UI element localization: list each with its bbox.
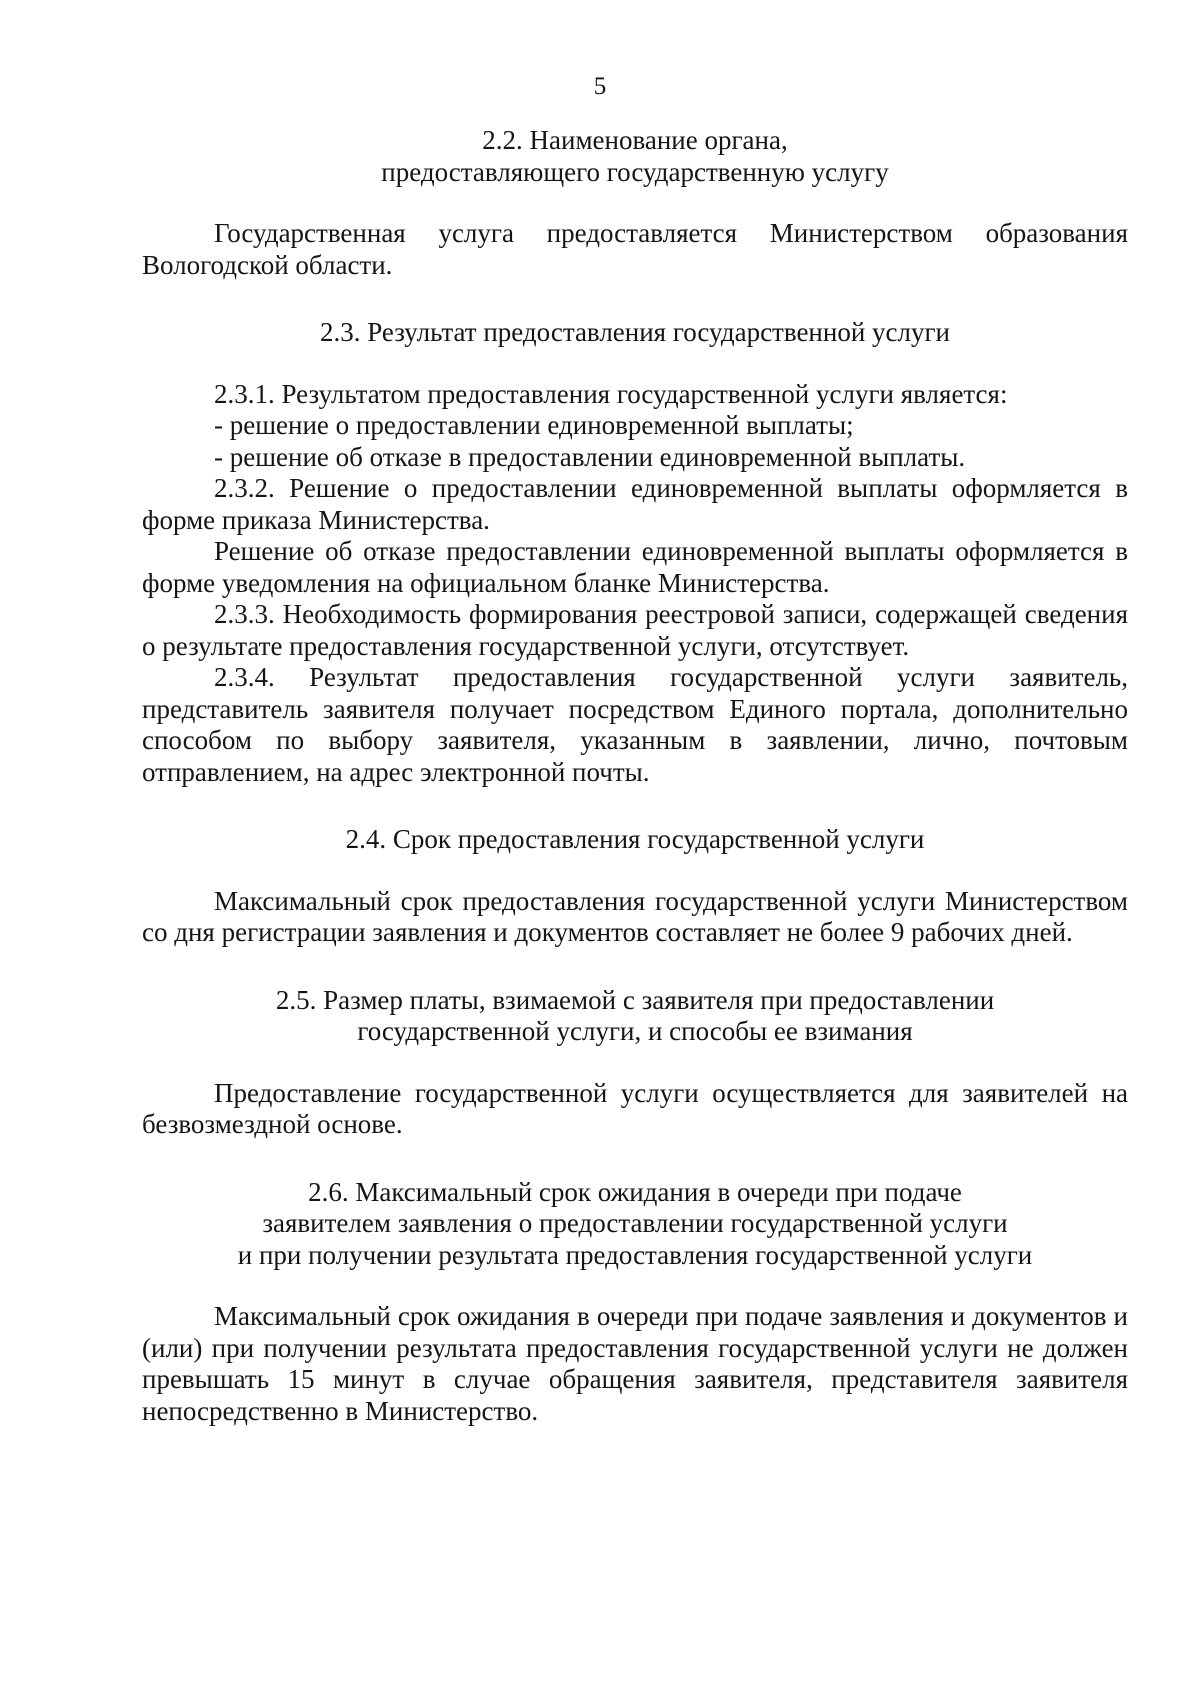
- page-number: 5: [593, 73, 607, 100]
- heading-line: заявителем заявления о предоставлении государственной услуги: [262, 1208, 1008, 1238]
- paragraph: 2.3.3. Необходимость формирования реестровой записи, содержащей сведения о результате предоставления государственной услуги, отсутствует.: [142, 599, 1128, 661]
- section-2-4-heading: 2.4. Срок предоставления государственной услуги: [345, 824, 925, 854]
- paragraph: Государственная услуга предоставляется Министерством образования Вологодской области.: [142, 218, 1128, 280]
- paragraph: Решение об отказе предоставлении единовременной выплаты оформляется в форме уведомления на официальном бланке Министерства.: [142, 536, 1128, 598]
- section-2-3-heading: 2.3. Результат предоставления государственной услуги: [319, 317, 951, 347]
- paragraph: 2.3.1. Результатом предоставления государственной услуги является:: [214, 378, 1008, 409]
- heading-line: 2.5. Размер платы, взимаемой с заявителя при предоставлении: [275, 984, 995, 1015]
- document-body: [142, 125, 1128, 1427]
- paragraph: 2.3.2. Решение о предоставлении единовременной выплаты оформляется в форме приказа Министерства.: [142, 473, 1128, 535]
- section-2-2-heading: [142, 125, 1128, 188]
- heading-line: 2.6. Максимальный срок ожидания в очереди при подаче: [308, 1176, 962, 1207]
- list-item: - решение об отказе в предоставлении единовременной выплаты.: [214, 441, 966, 472]
- paragraph: 2.3.4. Результат предоставления государственной услуги заявитель, представитель заявителя получает посредством Единого портала, дополнительно способом по выбору заявителя, указанным в заявлении, лично, почтовым отправлением, на адрес электронной почты.: [142, 662, 1128, 787]
- heading-line: предоставляющего государственную услугу: [381, 156, 889, 187]
- paragraph: Максимальный срок предоставления государственной услуги Министерством со дня регистрации заявления и документов составляет не более 9 рабочих дней.: [142, 885, 1128, 947]
- heading-line: и при получении результата предоставления государственной услуги: [237, 1239, 1033, 1270]
- paragraph: Максимальный срок ожидания в очереди при подаче заявления и документов и (или) при получении результата предоставления государственной услуги не должен превышать 15 минут в случае обращения заявителя, представителя заявителя непосредственно в Министерство.: [142, 1301, 1128, 1426]
- heading-line: государственной услуги, и способы ее взимания: [357, 1016, 913, 1046]
- heading-line: 2.2. Наименование органа,: [482, 125, 788, 155]
- section-2-5-heading: [142, 985, 1128, 1048]
- list-item: - решение о предоставлении единовременной выплаты;: [214, 410, 854, 440]
- section-2-6-heading: [142, 1177, 1128, 1272]
- paragraph: Предоставление государственной услуги осуществляется для заявителей на безвозмездной основе.: [142, 1077, 1128, 1139]
